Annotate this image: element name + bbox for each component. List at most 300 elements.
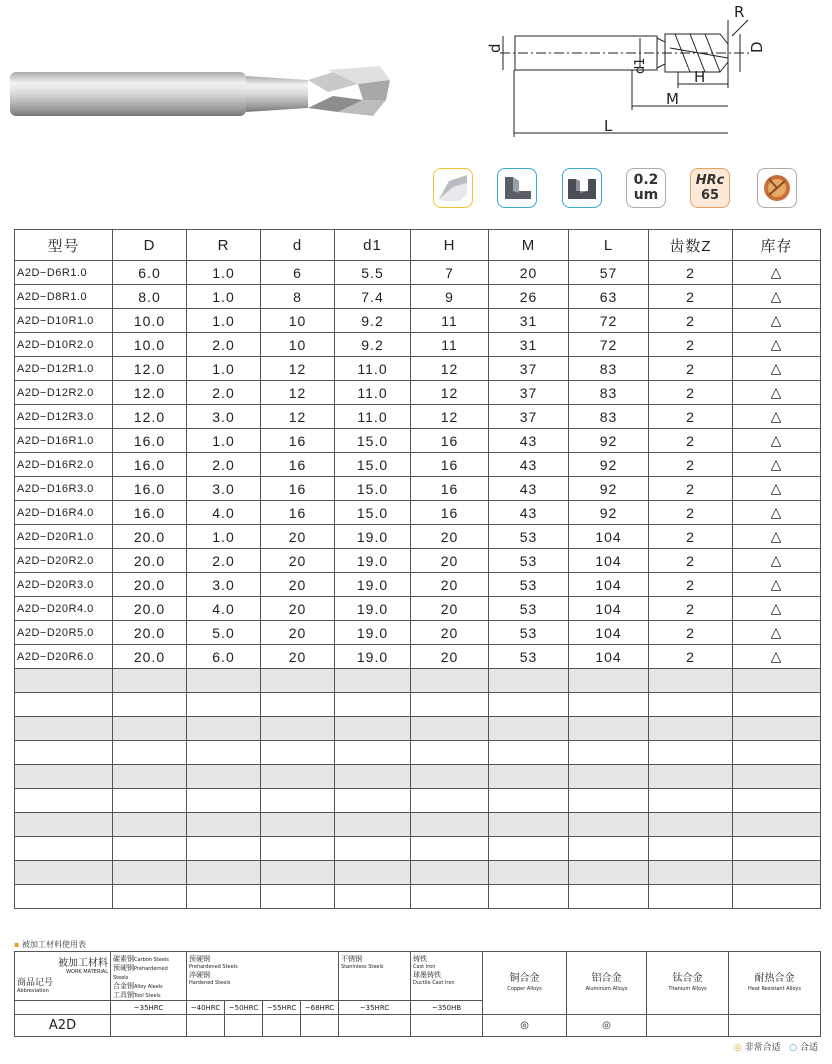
empty-cell (335, 741, 411, 765)
hardness-cell: ~35HRC (339, 1001, 411, 1015)
empty-cell (15, 669, 113, 693)
empty-cell (489, 789, 569, 813)
value-cell: 2 (649, 453, 733, 477)
empty-cell (15, 813, 113, 837)
value-cell: 2 (649, 261, 733, 285)
value-cell: 43 (489, 429, 569, 453)
value-cell: 16.0 (113, 429, 187, 453)
value-cell: 19.0 (335, 549, 411, 573)
empty-cell (113, 885, 187, 909)
value-cell: 26 (489, 285, 569, 309)
empty-row (15, 741, 821, 765)
column-header: d (261, 230, 335, 261)
material-group-4: 铸铁 Cast Iron 球墨铸铁 Ductile Cast Iron (411, 952, 483, 1001)
label-d1: d1 (633, 57, 648, 74)
hardness-cell: ~35HRC (111, 1001, 187, 1015)
model-cell: A2D−D20R2.0 (15, 549, 113, 573)
empty-cell (261, 837, 335, 861)
value-cell: 4.0 (187, 501, 261, 525)
value-cell: 11 (411, 309, 489, 333)
empty-cell (569, 765, 649, 789)
empty-cell (649, 741, 733, 765)
value-cell: △ (733, 645, 821, 669)
empty-cell (489, 669, 569, 693)
empty-cell (335, 693, 411, 717)
value-cell: 20 (411, 645, 489, 669)
mark-cell (729, 1015, 821, 1037)
empty-cell (187, 837, 261, 861)
value-cell: 104 (569, 645, 649, 669)
value-cell: 2 (649, 405, 733, 429)
value-cell: 11 (411, 333, 489, 357)
value-cell: 2 (649, 381, 733, 405)
model-cell: A2D−D6R1.0 (15, 261, 113, 285)
table-row (15, 309, 821, 333)
value-cell: 16 (261, 453, 335, 477)
column-header: L (569, 230, 649, 261)
value-cell: 2 (649, 285, 733, 309)
mark-cell (339, 1015, 411, 1037)
column-header: M (489, 230, 569, 261)
empty-cell (15, 861, 113, 885)
empty-cell (15, 885, 113, 909)
value-cell: 12 (411, 357, 489, 381)
empty-cell (489, 741, 569, 765)
hardness-cell: ~55HRC (263, 1001, 301, 1015)
empty-cell (15, 837, 113, 861)
table-row (15, 453, 821, 477)
empty-cell (411, 693, 489, 717)
value-cell: 12 (261, 357, 335, 381)
value-cell: 20 (411, 597, 489, 621)
value-cell: 92 (569, 429, 649, 453)
table-row (15, 429, 821, 453)
suitability-legend (734, 1040, 818, 1053)
empty-cell (733, 693, 821, 717)
hardness-cell: ~50HRC (225, 1001, 263, 1015)
value-cell: 43 (489, 477, 569, 501)
value-cell: 4.0 (187, 597, 261, 621)
value-cell: △ (733, 621, 821, 645)
empty-row (15, 717, 821, 741)
value-cell: 16 (261, 501, 335, 525)
value-cell: 15.0 (335, 501, 411, 525)
empty-cell (261, 765, 335, 789)
empty-row (15, 789, 821, 813)
table-row (15, 621, 821, 645)
empty-cell (569, 669, 649, 693)
end-mill-photo (8, 60, 398, 130)
value-cell: 16.0 (113, 501, 187, 525)
material-group-2: 预硬钢 Prehardened Steels 淬硬钢 Hardened Steels (187, 952, 339, 1001)
empty-cell (335, 789, 411, 813)
value-cell: 8.0 (113, 285, 187, 309)
table-row (15, 573, 821, 597)
value-cell: 104 (569, 621, 649, 645)
empty-cell (335, 669, 411, 693)
empty-cell (113, 861, 187, 885)
table-header-row (15, 230, 821, 261)
value-cell: 2 (649, 621, 733, 645)
value-cell: 2.0 (187, 549, 261, 573)
empty-cell (569, 717, 649, 741)
value-cell: 53 (489, 549, 569, 573)
value-cell: 7 (411, 261, 489, 285)
value-cell: 53 (489, 573, 569, 597)
model-cell: A2D−D16R4.0 (15, 501, 113, 525)
empty-cell (335, 765, 411, 789)
good-symbol: ○ (789, 1043, 798, 1053)
value-cell: 53 (489, 645, 569, 669)
alloy-heat-header: 耐热合金 Heat Resistant Alloys (729, 952, 821, 1015)
column-header: R (187, 230, 261, 261)
table-row (15, 525, 821, 549)
value-cell: △ (733, 501, 821, 525)
empty-cell (113, 669, 187, 693)
material-section-title: ▪ 被加工材料使用表 (14, 940, 86, 949)
value-cell: 19.0 (335, 525, 411, 549)
empty-cell (411, 789, 489, 813)
value-cell: △ (733, 333, 821, 357)
empty-cell (733, 813, 821, 837)
value-cell: 9 (411, 285, 489, 309)
label-d: d (486, 43, 504, 53)
value-cell: 20.0 (113, 621, 187, 645)
value-cell: 15.0 (335, 453, 411, 477)
empty-cell (15, 765, 113, 789)
model-cell: A2D−D8R1.0 (15, 285, 113, 309)
value-cell: 92 (569, 453, 649, 477)
model-cell: A2D−D10R1.0 (15, 309, 113, 333)
empty-cell (733, 837, 821, 861)
empty-cell (569, 885, 649, 909)
value-cell: 92 (569, 501, 649, 525)
value-cell: △ (733, 429, 821, 453)
excellent-symbol: ◎ (733, 1043, 742, 1053)
value-cell: 20 (261, 525, 335, 549)
empty-cell (411, 885, 489, 909)
value-cell: 43 (489, 453, 569, 477)
empty-cell (733, 669, 821, 693)
value-cell: 1.0 (187, 285, 261, 309)
empty-cell (187, 741, 261, 765)
model-cell: A2D−D20R4.0 (15, 597, 113, 621)
empty-row (15, 861, 821, 885)
column-header: 库存 (733, 230, 821, 261)
empty-cell (569, 741, 649, 765)
empty-cell (649, 693, 733, 717)
empty-cell (187, 717, 261, 741)
value-cell: 2.0 (187, 333, 261, 357)
value-cell: 10 (261, 333, 335, 357)
empty-cell (335, 861, 411, 885)
value-cell: 19.0 (335, 573, 411, 597)
value-cell: 16 (411, 501, 489, 525)
empty-cell (261, 813, 335, 837)
value-cell: 104 (569, 597, 649, 621)
empty-cell (649, 789, 733, 813)
value-cell: 6.0 (113, 261, 187, 285)
label-L: L (604, 117, 613, 135)
table-row (15, 645, 821, 669)
label-R: R (734, 3, 745, 21)
empty-cell (569, 861, 649, 885)
mark-cell (411, 1015, 483, 1037)
value-cell: △ (733, 453, 821, 477)
value-cell: 43 (489, 501, 569, 525)
empty-cell (649, 717, 733, 741)
value-cell: 3.0 (187, 573, 261, 597)
value-cell: 2 (649, 309, 733, 333)
empty-cell (187, 789, 261, 813)
value-cell: 20 (411, 573, 489, 597)
value-cell: 7.4 (335, 285, 411, 309)
empty-cell (489, 765, 569, 789)
value-cell: 15.0 (335, 477, 411, 501)
hardness-cell: ~350HB (411, 1001, 483, 1015)
model-cell: A2D−D20R5.0 (15, 621, 113, 645)
value-cell: 20.0 (113, 549, 187, 573)
value-cell: △ (733, 597, 821, 621)
empty-cell (113, 741, 187, 765)
value-cell: 83 (569, 381, 649, 405)
value-cell: 1.0 (187, 261, 261, 285)
value-cell: 53 (489, 597, 569, 621)
model-cell: A2D−D10R2.0 (15, 333, 113, 357)
value-cell: 20 (261, 645, 335, 669)
value-cell: 16.0 (113, 477, 187, 501)
model-cell: A2D−D20R3.0 (15, 573, 113, 597)
value-cell: 83 (569, 405, 649, 429)
model-cell: A2D−D20R1.0 (15, 525, 113, 549)
excellent-label: 非常合适 (744, 1043, 781, 1053)
value-cell: 19.0 (335, 645, 411, 669)
spec-table (14, 229, 821, 909)
empty-cell (411, 765, 489, 789)
empty-cell (113, 765, 187, 789)
label-D: D (748, 41, 766, 53)
empty-cell (649, 813, 733, 837)
empty-cell (649, 669, 733, 693)
value-cell: 12 (411, 381, 489, 405)
column-header: 齿数Z (649, 230, 733, 261)
mark-aluminum: ◎ (567, 1015, 647, 1037)
value-cell: 16 (411, 453, 489, 477)
empty-cell (187, 669, 261, 693)
empty-cell (15, 717, 113, 741)
value-cell: 12 (261, 381, 335, 405)
value-cell: △ (733, 309, 821, 333)
empty-row (15, 885, 821, 909)
value-cell: 1.0 (187, 309, 261, 333)
empty-cell (113, 789, 187, 813)
hardness-blank (15, 1001, 111, 1015)
value-cell: 53 (489, 525, 569, 549)
value-cell: 2 (649, 549, 733, 573)
value-cell: 2 (649, 573, 733, 597)
model-cell: A2D−D12R3.0 (15, 405, 113, 429)
value-cell: 83 (569, 357, 649, 381)
empty-cell (411, 837, 489, 861)
material-group-3: 不锈钢 Staninless Steels (339, 952, 411, 1001)
empty-cell (335, 885, 411, 909)
empty-cell (187, 693, 261, 717)
value-cell: 10.0 (113, 333, 187, 357)
alloy-copper-header: 铜合金 Copper Alloys (483, 952, 567, 1015)
empty-cell (15, 789, 113, 813)
value-cell: 20 (261, 549, 335, 573)
value-cell: 1.0 (187, 357, 261, 381)
table-row (15, 285, 821, 309)
empty-cell (489, 693, 569, 717)
model-cell: A2D−D16R3.0 (15, 477, 113, 501)
empty-row (15, 837, 821, 861)
value-cell: 37 (489, 357, 569, 381)
value-cell: 16 (261, 429, 335, 453)
mark-cell (225, 1015, 263, 1037)
value-cell: △ (733, 381, 821, 405)
material-group-1: 碳素钢Carbon Steels 预硬钢Preharderned Steels 合金钢Alloy Aleels 工具钢Tool Steels (111, 952, 187, 1001)
column-header: D (113, 230, 187, 261)
value-cell: 2 (649, 429, 733, 453)
empty-cell (733, 861, 821, 885)
empty-cell (335, 813, 411, 837)
empty-cell (733, 789, 821, 813)
empty-row (15, 669, 821, 693)
empty-cell (569, 837, 649, 861)
model-cell: A2D−D20R6.0 (15, 645, 113, 669)
profile-icon (433, 168, 473, 208)
value-cell: △ (733, 405, 821, 429)
model-cell: A2D−D16R1.0 (15, 429, 113, 453)
value-cell: 2 (649, 477, 733, 501)
value-cell: 12.0 (113, 405, 187, 429)
value-cell: 20 (261, 597, 335, 621)
mark-cell (263, 1015, 301, 1037)
value-cell: 2 (649, 501, 733, 525)
value-cell: 12.0 (113, 381, 187, 405)
label-H: H (694, 68, 706, 86)
value-cell: △ (733, 261, 821, 285)
value-cell: 9.2 (335, 309, 411, 333)
empty-cell (489, 717, 569, 741)
empty-cell (411, 861, 489, 885)
empty-cell (261, 693, 335, 717)
empty-cell (569, 789, 649, 813)
value-cell: 104 (569, 573, 649, 597)
value-cell: 2 (649, 525, 733, 549)
dimension-diagram (470, 0, 830, 150)
empty-cell (411, 741, 489, 765)
model-cell: A2D−D16R2.0 (15, 453, 113, 477)
value-cell: 2 (649, 645, 733, 669)
value-cell: 20 (411, 621, 489, 645)
value-cell: 6.0 (187, 645, 261, 669)
value-cell: 92 (569, 477, 649, 501)
empty-cell (335, 837, 411, 861)
value-cell: 1.0 (187, 429, 261, 453)
mark-cell (111, 1015, 187, 1037)
empty-cell (489, 861, 569, 885)
value-cell: 2.0 (187, 453, 261, 477)
empty-cell (733, 885, 821, 909)
value-cell: 20 (411, 525, 489, 549)
empty-cell (335, 717, 411, 741)
column-header: H (411, 230, 489, 261)
alloy-titanium-header: 钛合金 Titanium Alloys (647, 952, 729, 1015)
value-cell: 11.0 (335, 357, 411, 381)
value-cell: 3.0 (187, 405, 261, 429)
empty-cell (489, 837, 569, 861)
empty-cell (187, 861, 261, 885)
value-cell: 37 (489, 381, 569, 405)
value-cell: 63 (569, 285, 649, 309)
label-M: M (666, 90, 679, 108)
mark-cell (187, 1015, 225, 1037)
empty-cell (649, 837, 733, 861)
value-cell: 20 (411, 549, 489, 573)
value-cell: 20.0 (113, 525, 187, 549)
value-cell: 16 (261, 477, 335, 501)
empty-cell (733, 741, 821, 765)
coating-icon (757, 168, 797, 208)
empty-cell (187, 813, 261, 837)
empty-cell (15, 741, 113, 765)
good-label: 合适 (799, 1043, 818, 1053)
empty-cell (489, 885, 569, 909)
material-table (14, 951, 821, 1037)
empty-cell (649, 765, 733, 789)
value-cell: 2 (649, 333, 733, 357)
value-cell: 31 (489, 309, 569, 333)
mark-copper: ◎ (483, 1015, 567, 1037)
value-cell: △ (733, 285, 821, 309)
value-cell: △ (733, 477, 821, 501)
value-cell: 31 (489, 333, 569, 357)
value-cell: △ (733, 573, 821, 597)
value-cell: 9.2 (335, 333, 411, 357)
model-cell: A2D−D12R1.0 (15, 357, 113, 381)
empty-cell (113, 693, 187, 717)
value-cell: 72 (569, 309, 649, 333)
value-cell: 20.0 (113, 645, 187, 669)
empty-cell (261, 861, 335, 885)
empty-cell (113, 717, 187, 741)
empty-cell (569, 813, 649, 837)
hardness-badge: HRc 65 (690, 168, 730, 208)
value-cell: 19.0 (335, 597, 411, 621)
empty-cell (113, 837, 187, 861)
table-row (15, 381, 821, 405)
empty-cell (187, 885, 261, 909)
value-cell: 19.0 (335, 621, 411, 645)
value-cell: 16 (411, 429, 489, 453)
value-cell: 11.0 (335, 405, 411, 429)
empty-cell (569, 693, 649, 717)
value-cell: 12.0 (113, 357, 187, 381)
value-cell: 1.0 (187, 525, 261, 549)
empty-cell (489, 813, 569, 837)
value-cell: 37 (489, 405, 569, 429)
value-cell: △ (733, 357, 821, 381)
empty-cell (261, 741, 335, 765)
value-cell: 12 (261, 405, 335, 429)
empty-cell (261, 885, 335, 909)
empty-cell (261, 669, 335, 693)
product-code: A2D (15, 1015, 111, 1037)
value-cell: 72 (569, 333, 649, 357)
empty-row (15, 765, 821, 789)
